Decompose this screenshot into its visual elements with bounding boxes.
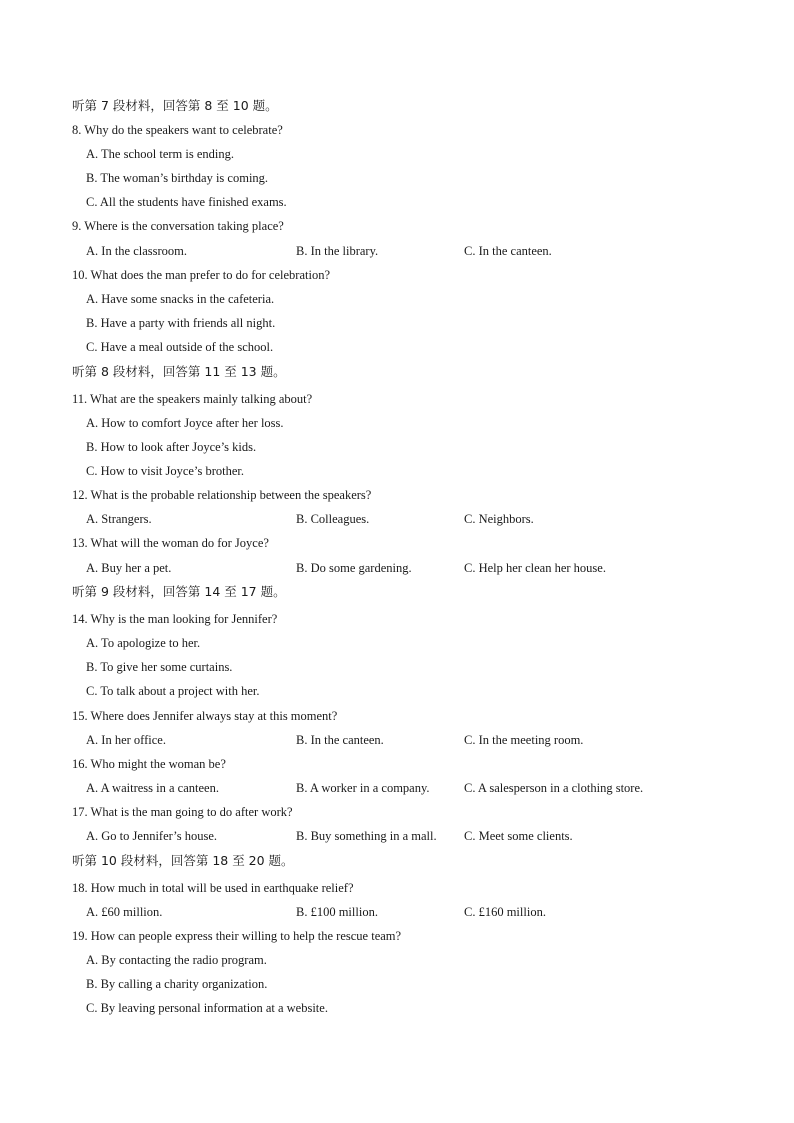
option-c: C. Help her clean her house. (464, 561, 606, 575)
option-a: A. Strangers. (86, 512, 152, 526)
section-heading: 听第 8 段材料，回答第 11 至 13 题。 (72, 364, 286, 379)
option-text: C. All the students have finished exams. (86, 195, 287, 209)
option-b: B. In the canteen. (296, 733, 384, 747)
option-b: B. Buy something in a mall. (296, 829, 437, 843)
option-text: C. To talk about a project with her. (86, 684, 260, 698)
question-text: 9. Where is the conversation taking place? (72, 219, 284, 233)
option-text: A. How to comfort Joyce after her loss. (86, 416, 284, 430)
option-text: B. By calling a charity organization. (86, 977, 268, 991)
option-c: C. A salesperson in a clothing store. (464, 781, 644, 795)
question-text: 8. Why do the speakers want to celebrate? (72, 123, 283, 137)
option-text: C. Have a meal outside of the school. (86, 340, 274, 354)
option-text: B. How to look after Joyce’s kids. (86, 440, 257, 454)
option-c: C. In the canteen. (464, 244, 552, 258)
option-a: A. Buy her a pet. (86, 561, 172, 575)
option-text: C. How to visit Joyce’s brother. (86, 464, 244, 478)
question-text: 18. How much in total will be used in earthquake relief? (72, 881, 354, 895)
option-c: C. In the meeting room. (464, 733, 584, 747)
option-a: A. In her office. (86, 733, 166, 747)
option-text: B. To give her some curtains. (86, 660, 233, 674)
question-text: 11. What are the speakers mainly talking about? (72, 392, 313, 406)
option-b: B. Do some gardening. (296, 561, 412, 575)
question-text: 16. Who might the woman be? (72, 757, 226, 771)
option-text: A. The school term is ending. (86, 147, 235, 161)
section-heading: 听第 9 段材料，回答第 14 至 17 题。 (72, 584, 286, 599)
option-text: B. Have a party with friends all night. (86, 316, 276, 330)
option-text: A. By contacting the radio program. (86, 953, 267, 967)
section-heading: 听第 10 段材料，回答第 18 至 20 题。 (72, 853, 294, 868)
option-a: A. £60 million. (86, 905, 163, 919)
question-text: 13. What will the woman do for Joyce? (72, 536, 269, 550)
question-text: 14. Why is the man looking for Jennifer? (72, 612, 278, 626)
option-a: A. Go to Jennifer’s house. (86, 829, 217, 843)
section-heading: 听第 7 段材料，回答第 8 至 10 题。 (72, 98, 278, 113)
option-text: B. The woman’s birthday is coming. (86, 171, 269, 185)
question-text: 17. What is the man going to do after work? (72, 805, 293, 819)
option-b: B. In the library. (296, 244, 379, 258)
question-text: 12. What is the probable relationship between the speakers? (72, 488, 372, 502)
option-a: A. In the classroom. (86, 244, 188, 258)
option-c: C. Meet some clients. (464, 829, 573, 843)
option-a: A. A waitress in a canteen. (86, 781, 219, 795)
option-c: C. Neighbors. (464, 512, 534, 526)
question-text: 15. Where does Jennifer always stay at this moment? (72, 709, 338, 723)
question-text: 10. What does the man prefer to do for celebration? (72, 268, 331, 282)
option-text: C. By leaving personal information at a website. (86, 1001, 328, 1015)
option-b: B. £100 million. (296, 905, 378, 919)
option-text: A. Have some snacks in the cafeteria. (86, 292, 275, 306)
option-b: B. A worker in a company. (296, 781, 430, 795)
question-text: 19. How can people express their willing to help the rescue team? (72, 929, 402, 943)
option-b: B. Colleagues. (296, 512, 370, 526)
option-text: A. To apologize to her. (86, 636, 201, 650)
option-c: C. £160 million. (464, 905, 546, 919)
